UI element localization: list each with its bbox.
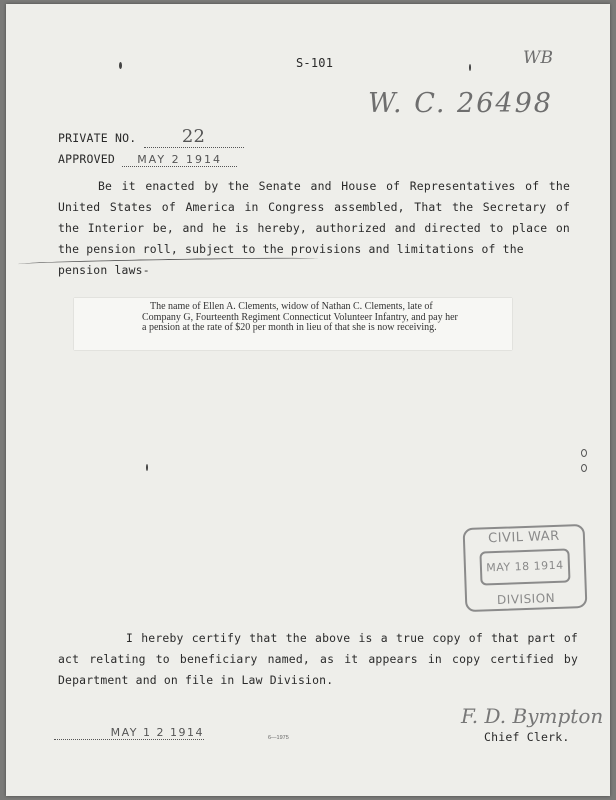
handwritten-claim-number: W. C. 26498 (368, 88, 553, 119)
signature-title: Chief Clerk. (484, 730, 570, 744)
enacting-clause (58, 176, 570, 281)
private-number-line (58, 126, 244, 148)
beneficiary-clause: The name of Ellen A. Clements, widow of Nathan C. Clements, late of Company G, Fourteenth Regiment Connecticut Volunteer Infantry, and pay her a pension at the rate of $20 per month in lieu of that she is now receiving. (142, 301, 458, 333)
stamp-bottom-text: DIVISION (496, 590, 556, 607)
enacting-paragraph: Be it enacted by the Senate and House of Representatives of the United States of America in Congress assembled, That the Secretary of the Interior be, and he is hereby, authorized and directed to place on the pension roll, subject to the provisions and limitations of the (58, 179, 570, 256)
form-code: 6—1975 (268, 735, 289, 741)
bill-number: S-101 (296, 56, 334, 70)
stray-mark (581, 464, 587, 472)
pasted-clipping (74, 298, 512, 350)
certification (58, 628, 578, 691)
stray-mark (146, 464, 148, 471)
handwritten-annotation: WB (523, 48, 553, 68)
hole-punch-mark (119, 62, 122, 69)
document-page (6, 4, 610, 796)
stamp-date: MAY 18 1914 (479, 548, 570, 585)
stamp-top-text: CIVIL WAR (487, 528, 560, 547)
stray-mark (581, 449, 587, 457)
certification-date: MAY 1 2 1914 (54, 726, 204, 740)
enacting-tail: pension laws- (58, 263, 150, 277)
private-number-label: PRIVATE NO. (58, 131, 137, 145)
hole-punch-mark (469, 64, 471, 71)
signature: F. D. Bympton (461, 704, 604, 728)
civil-war-division-stamp (463, 524, 588, 612)
certification-text: I hereby certify that the above is a true copy of that part of act relating to beneficiary named, as it appears in copy certified by Department and on file in Law Division. (58, 631, 578, 687)
private-number-value: 22 (144, 126, 244, 148)
approved-date: MAY 2 1914 (122, 153, 237, 167)
approved-line (58, 152, 237, 167)
approved-label: APPROVED (58, 152, 115, 166)
